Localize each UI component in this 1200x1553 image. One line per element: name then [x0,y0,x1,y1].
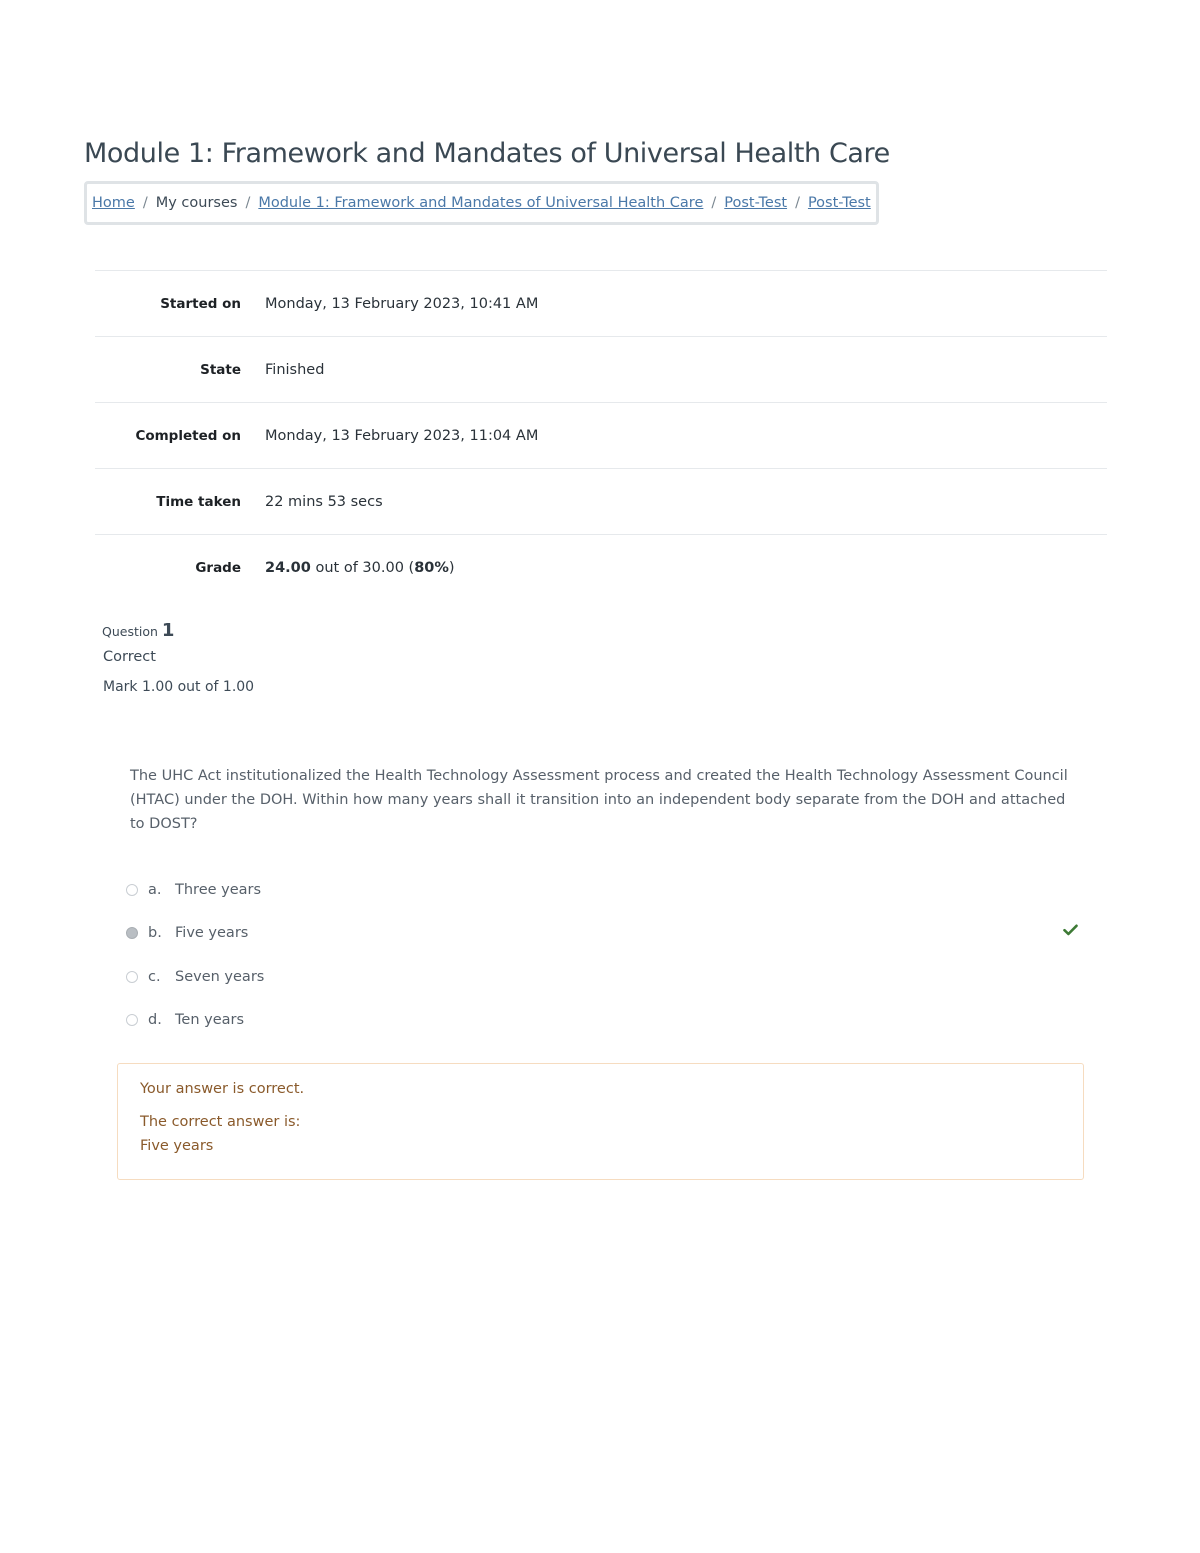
summary-value: 22 mins 53 secs [265,493,383,510]
answer-radio[interactable] [126,971,138,983]
question-text: The UHC Act institutionalized the Health Technology Assessment process and created the Health Technology Assessment Council (HTAC) under the DOH. Within how many years shall it transition into an independent body separate from the DOH and attached to DOST? [130,768,1068,832]
feedback-result: Your answer is correct. [140,1081,305,1097]
answer-letter: c. [148,968,161,985]
answer-letter: a. [148,881,162,898]
answer-option-d [126,999,1078,1043]
answer-letter: d. [148,1012,162,1029]
summary-label: Grade [195,559,241,576]
summary-value: Finished [265,361,325,378]
question-number-value: 1 [161,620,175,641]
breadcrumb-separator: / [245,195,251,211]
question-prefix: Question [102,624,162,639]
question-mark: Mark 1.00 out of 1.00 [103,679,255,695]
summary-label: State [200,361,241,378]
page-title: Module 1: Framework and Mandates of Universal Health Care [84,138,890,169]
answer-radio[interactable] [126,1014,138,1026]
summary-value: Monday, 13 February 2023, 10:41 AM [265,295,539,312]
breadcrumb-module-link[interactable]: Module 1: Framework and Mandates of Universal Health Care [258,195,704,211]
breadcrumb [84,181,879,225]
answer-feedback [117,1063,1084,1180]
summary-row-grade [95,535,1107,600]
summary-row-completed [95,403,1107,469]
attempt-summary-table [95,270,1107,600]
breadcrumb-separator: / [711,195,717,211]
summary-value: Monday, 13 February 2023, 11:04 AM [265,427,539,444]
answer-option-b [126,912,1078,956]
summary-label: Completed on [135,427,241,444]
check-icon [1063,924,1078,940]
grade-end: ) [448,559,455,576]
answer-options [126,868,1078,1042]
summary-label: Time taken [156,493,241,510]
summary-label: Started on [160,295,241,312]
answer-option-c [126,955,1078,999]
breadcrumb-separator: / [795,195,800,211]
answer-radio-selected[interactable] [126,927,138,939]
question-state: Correct [103,649,156,665]
summary-row-time-taken [95,469,1107,535]
answer-text: Three years [175,881,262,898]
grade-mid: out of 30.00 ( [310,559,415,576]
answer-option-a [126,868,1078,912]
breadcrumb-my-courses: My courses [155,195,238,211]
grade-score: 24.00 [265,559,311,576]
summary-row-started [95,271,1107,337]
breadcrumb-separator: / [142,195,148,211]
question-info [102,620,254,695]
answer-radio[interactable] [126,884,138,896]
question-number [102,620,254,641]
breadcrumb-home-link[interactable]: Home [92,195,135,211]
feedback-correct-answer: Five years [140,1138,214,1154]
breadcrumb-post-test-section-link[interactable]: Post-Test [724,195,788,211]
answer-letter: b. [148,925,162,942]
grade-value [265,560,455,576]
check-icon-svg [1063,924,1078,936]
answer-text: Seven years [175,968,265,985]
breadcrumb-post-test-link[interactable]: Post-Test [807,195,871,211]
answer-text: Ten years [175,1012,245,1029]
grade-percent: 80% [414,559,449,576]
feedback-correct-label: The correct answer is: [140,1114,301,1130]
summary-row-state [95,337,1107,403]
answer-text: Five years [175,925,249,942]
